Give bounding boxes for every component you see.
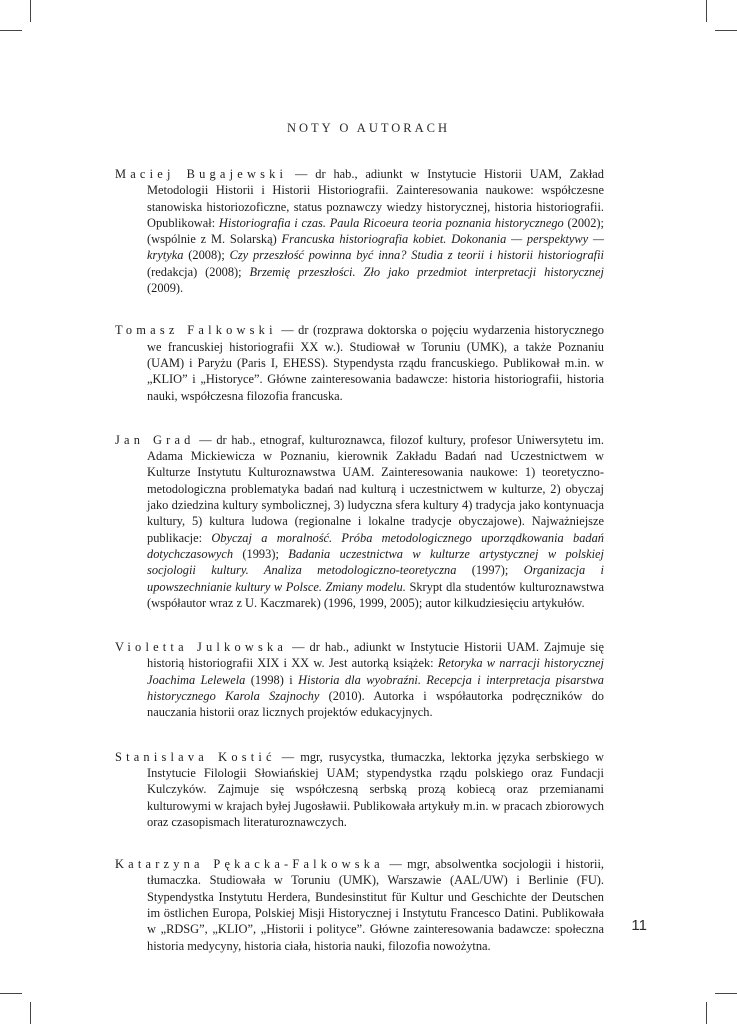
author-note <box>115 166 604 296</box>
author-description <box>147 857 604 952</box>
crop-mark <box>706 1002 707 1024</box>
publication-title: Retoryka w narracji historycznej Joachima Lelewela <box>147 656 604 687</box>
author-name: Katarzyna Pękacka-Falkowska <box>115 857 384 872</box>
description-text: Skrypt dla studentów kulturoznawstwa (współautor wraz z U. Kaczmarek) (1996, 1999, 2005); autor kilkudziesięciu artykułów. <box>147 579 604 610</box>
author-name: Violetta Julkowska <box>115 640 288 655</box>
author-description <box>147 433 604 610</box>
description-text: (2002); (wspólnie z M. Solarską) <box>147 215 604 247</box>
description-text: — mgr, absolwentka socjologii i historii, tłumaczka. Studiowała w Toruniu (UMK), Warszawie (AAL/UW) i Berlinie (FU). Stypendystka Instytutu Herdera, Bundesinstitut für Kultur und Geschichte der Deutschen im östlichen Europa, Polskiej Misji Historycznej i Instytutu Francesco Datini. Publikowała w „RDSG”, „KLIO”, „Historii i polityce”. Główne zainteresowania badawcze: społeczna historia medycyny, historia ciała, historia nauki, filozofia nowożytna. <box>147 857 604 953</box>
publication-title: Historiografia i czas. Paula Ricoeura teoria poznania historycznego <box>218 215 564 230</box>
crop-mark <box>30 1002 31 1024</box>
crop-mark <box>715 993 737 994</box>
description-text: (1997); <box>456 563 524 578</box>
author-note <box>115 432 604 611</box>
author-note <box>115 856 604 954</box>
page-number: 11 <box>631 917 647 934</box>
publication-title: Historia dla wyobraźni. Recepcja i interpretacja pisarstwa historycznego Karola Szajnochy <box>147 672 604 704</box>
author-name: Jan Grad <box>115 432 195 447</box>
description-text: (1993); <box>233 546 289 561</box>
author-note <box>115 749 604 830</box>
description-text: — mgr, rusycystka, tłumaczka, lektorka języka serbskiego w Instytucie Filologii Słowiańskiej UAM; stypendystka rządu polskiego oraz Fundacji Kulczyków. Zajmuje się współczesną serbską prozą kobiecą oraz przemianami kulturowymi w krajach byłej Jugosławii. Publikowała artykuły m.in. w pracach zbiorowych oraz czasopismach literaturoznawczych. <box>147 749 605 829</box>
publication-title: Badania uczestnictwa w kulturze artystycznej w polskiej socjologii kultury. Analiza metodologiczno-teoretyczna <box>147 546 604 578</box>
author-note <box>115 639 604 720</box>
description-text: (2008); <box>183 248 230 263</box>
description-text: — dr hab., adiunkt w Instytucie Historii UAM. Zajmuje się historią historiografii XIX i XX w. Jest autorką książek: <box>147 640 604 671</box>
description-text: — dr (rozprawa doktorska o pojęciu wydarzenia historycznego we francuskiej historiografii XX w.). Studiował w Toruniu (UMK), a także Poznaniu (UAM) i Paryżu (Paris I, EHESS). Stypendysta rządu francuskiego. Publikował m.in. w „KLIO” i „Historyce”. Główne zainteresowania badawcze: historia historiografii, historia nauki, współczesna filozofia francuska. <box>147 323 604 403</box>
crop-mark <box>706 0 707 22</box>
publication-title: Brzemię przeszłości. Zło jako przedmiot interpretacji historycznej <box>249 264 604 279</box>
crop-mark <box>715 30 737 31</box>
author-description <box>147 167 604 295</box>
author-notes-list <box>115 166 604 980</box>
publication-title: Organizacja i upowszechnianie kultury w Polsce. Zmiany modelu. <box>147 563 604 594</box>
description-text: (2010). Autorka i współautorka podręczników do nauczania historii oraz licznych projektów edukacyjnych. <box>147 689 604 720</box>
author-name: Maciej Bugajewski <box>115 167 288 181</box>
description-text: (redakcja) (2008); <box>147 264 250 279</box>
description-text: — dr hab., etnograf, kulturoznawca, filozof kultury, profesor Uniwersytetu im. Adama Mickiewicza w Poznaniu, kierownik Zakładu Badań nad Uczestnictwem w Kulturze Instytutu Kulturoznawstwa UAM. Zainteresowania naukowe: 1) teoretyczno-metodologiczna problematyka badań nad kulturą i uczestnictwem w kulturze, 2) obyczaj jako dziedzina kultury symbolicznej, 3) ludyczna sfera kultury 4) tradycja jako kontynuacja kultury, 5) kultura ludowa (regionalne i lokalne tradycje obyczajowe). Najważniejsze publikacje: <box>147 432 604 545</box>
author-note <box>115 322 604 403</box>
publication-title: Francuska historiografia kobiet. Dokonania — perspektywy — krytyka <box>147 232 604 263</box>
page-title: NOTY O AUTORACH <box>286 121 451 135</box>
publication-title: Czy przeszłość powinna być inna? Studia z teorii i historii historiografii <box>229 248 604 263</box>
publication-title: Obyczaj a moralność. Próba metodologicznego uporządkowania badań dotychczasowych <box>147 530 604 561</box>
description-text: (2009). <box>147 281 184 296</box>
author-name: Stanislava Kostić <box>115 749 276 764</box>
crop-mark <box>0 30 22 31</box>
author-name: Tomasz Falkowski <box>115 323 277 338</box>
description-text: — dr hab., adiunkt w Instytucie Historii UAM, Zakład Metodologii Historii i Historii Historiografii. Zainteresowania naukowe: współczesne stanowiska historiozoficzne, status poznawczy wiedzy historycznej, historia historiografii. Opublikował: <box>147 167 604 230</box>
crop-mark <box>0 993 22 994</box>
description-text: (1998) i <box>245 672 299 687</box>
crop-mark <box>30 0 31 22</box>
